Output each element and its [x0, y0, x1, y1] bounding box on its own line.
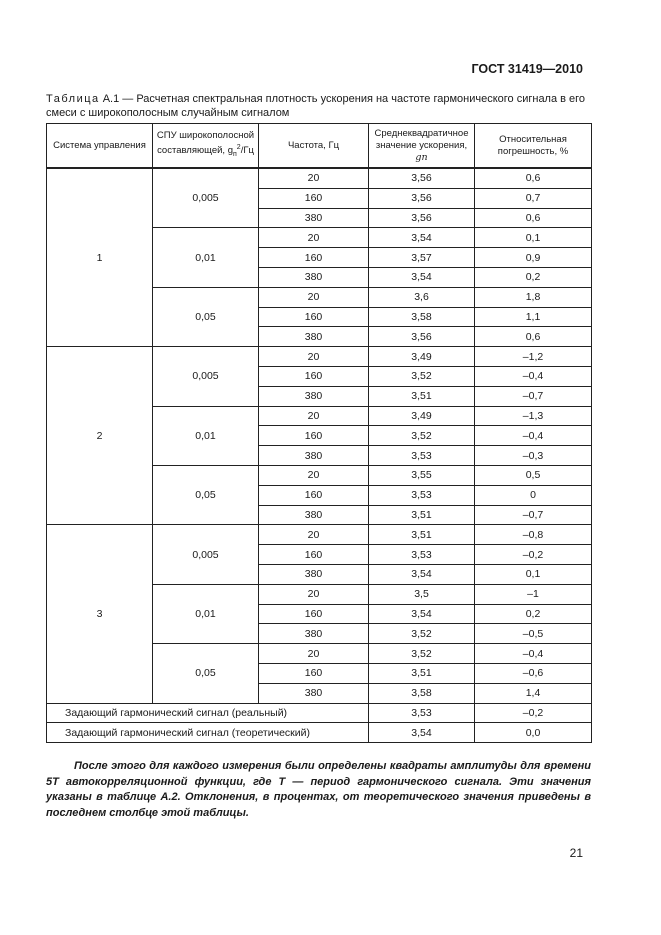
rms-cell: 3,54: [369, 228, 475, 248]
error-cell: 1,4: [475, 683, 592, 703]
rms-cell: 3,51: [369, 663, 475, 683]
frequency-cell: 20: [259, 584, 369, 604]
frequency-cell: 160: [259, 366, 369, 386]
summary-error: 0,0: [475, 723, 592, 743]
frequency-cell: 160: [259, 604, 369, 624]
frequency-cell: 380: [259, 683, 369, 703]
table-row: [47, 168, 592, 188]
frequency-cell: 380: [259, 267, 369, 287]
frequency-cell: 380: [259, 505, 369, 525]
error-cell: 0,6: [475, 208, 592, 228]
error-cell: 0,5: [475, 465, 592, 485]
header-rms: [369, 124, 475, 169]
error-cell: –0,6: [475, 663, 592, 683]
error-cell: –0,4: [475, 366, 592, 386]
frequency-cell: 20: [259, 644, 369, 664]
table-body: [47, 168, 592, 743]
rms-cell: 3,57: [369, 248, 475, 268]
error-cell: 0,6: [475, 168, 592, 188]
rms-cell: 3,54: [369, 564, 475, 584]
summary-label: Задающий гармонический сигнал (теоретический): [47, 723, 369, 743]
error-cell: 1,8: [475, 287, 592, 307]
header-spu-unit: /Гц: [240, 145, 254, 157]
frequency-cell: 160: [259, 663, 369, 683]
rms-cell: 3,53: [369, 485, 475, 505]
spu-cell: 0,05: [153, 644, 259, 703]
header-rms-text: Среднеквадратичное значение ускорения,: [374, 127, 469, 151]
table-row: [47, 347, 592, 367]
rms-cell: 3,58: [369, 307, 475, 327]
frequency-cell: 380: [259, 446, 369, 466]
frequency-cell: 380: [259, 386, 369, 406]
rms-cell: 3,51: [369, 505, 475, 525]
error-cell: –0,5: [475, 624, 592, 644]
frequency-cell: 20: [259, 525, 369, 545]
rms-cell: 3,56: [369, 168, 475, 188]
frequency-cell: 160: [259, 248, 369, 268]
header-frequency: Частота, Гц: [259, 124, 369, 169]
error-cell: –0,7: [475, 386, 592, 406]
spu-cell: 0,005: [153, 168, 259, 228]
frequency-cell: 160: [259, 545, 369, 565]
spu-cell: 0,005: [153, 347, 259, 406]
page-number: 21: [569, 846, 583, 860]
summary-rms: 3,54: [369, 723, 475, 743]
rms-cell: 3,52: [369, 366, 475, 386]
frequency-cell: 380: [259, 208, 369, 228]
error-cell: –1,3: [475, 406, 592, 426]
spu-cell: 0,01: [153, 406, 259, 465]
rms-cell: 3,58: [369, 683, 475, 703]
system-cell: 1: [47, 168, 153, 347]
header-spu: СПУ широкополосной составляющей, $g_п^2/Гц$: [153, 124, 259, 169]
table-caption-prefix: Таблица: [46, 93, 100, 105]
rms-cell: 3,52: [369, 624, 475, 644]
rms-cell: 3,51: [369, 386, 475, 406]
rms-cell: 3,52: [369, 426, 475, 446]
error-cell: 0,2: [475, 604, 592, 624]
explanation-paragraph: После этого для каждого измерения были определены квадраты амплитуды для времени 5T автокорреляционной функции, где T — период гармонического сигнала. Эти значения указаны в таблице А.2. Отклонения, в процентах, от теоретического значения приведены в последнем столбце этой таблицы.: [46, 760, 591, 819]
rms-cell: 3,5: [369, 584, 475, 604]
table-header-row: [47, 124, 592, 169]
rms-cell: 3,56: [369, 188, 475, 208]
frequency-cell: 20: [259, 465, 369, 485]
error-cell: –0,4: [475, 644, 592, 664]
error-cell: –0,7: [475, 505, 592, 525]
error-cell: 0,1: [475, 228, 592, 248]
system-cell: 3: [47, 525, 153, 703]
rms-cell: 3,6: [369, 287, 475, 307]
frequency-cell: 20: [259, 228, 369, 248]
frequency-cell: 380: [259, 564, 369, 584]
rms-cell: 3,54: [369, 267, 475, 287]
spu-cell: 0,01: [153, 584, 259, 643]
table-caption: [46, 92, 606, 120]
frequency-cell: 160: [259, 307, 369, 327]
rms-cell: 3,49: [369, 406, 475, 426]
rms-cell: 3,56: [369, 327, 475, 347]
error-cell: 0,2: [475, 267, 592, 287]
frequency-cell: 20: [259, 406, 369, 426]
rms-cell: 3,51: [369, 525, 475, 545]
results-table: [46, 123, 592, 743]
rms-cell: 3,54: [369, 604, 475, 624]
frequency-cell: 160: [259, 426, 369, 446]
table-row: [47, 525, 592, 545]
error-cell: 0,7: [475, 188, 592, 208]
frequency-cell: 380: [259, 624, 369, 644]
frequency-cell: 160: [259, 485, 369, 505]
error-cell: 1,1: [475, 307, 592, 327]
frequency-cell: 20: [259, 347, 369, 367]
table-caption-text: А.1 — Расчетная спектральная плотность ускорения на частоте гармонического сигнала в его смеси с широкополосным случайным сигналом: [46, 93, 586, 119]
error-cell: –0,4: [475, 426, 592, 446]
spu-cell: 0,05: [153, 465, 259, 524]
error-cell: –0,3: [475, 446, 592, 466]
summary-row: [47, 723, 592, 743]
error-cell: –0,8: [475, 525, 592, 545]
rms-cell: 3,49: [369, 347, 475, 367]
spu-cell: 0,01: [153, 228, 259, 287]
summary-row: [47, 703, 592, 723]
error-cell: 0,6: [475, 327, 592, 347]
rms-cell: 3,52: [369, 644, 475, 664]
frequency-cell: 380: [259, 327, 369, 347]
frequency-cell: 20: [259, 287, 369, 307]
rms-cell: 3,53: [369, 545, 475, 565]
error-cell: –1,2: [475, 347, 592, 367]
rms-cell: 3,55: [369, 465, 475, 485]
header-error: Относительная погрешность, %: [475, 124, 592, 169]
summary-label: Задающий гармонический сигнал (реальный): [47, 703, 369, 723]
system-cell: 2: [47, 347, 153, 525]
rms-cell: 3,56: [369, 208, 475, 228]
error-cell: 0,9: [475, 248, 592, 268]
frequency-cell: 160: [259, 188, 369, 208]
spu-cell: 0,005: [153, 525, 259, 584]
document-id: ГОСТ 31419—2010: [471, 62, 583, 76]
error-cell: –0,2: [475, 545, 592, 565]
error-cell: 0,1: [475, 564, 592, 584]
summary-error: –0,2: [475, 703, 592, 723]
spu-cell: 0,05: [153, 287, 259, 346]
summary-rms: 3,53: [369, 703, 475, 723]
header-rms-symbol: gп: [415, 151, 428, 163]
error-cell: –1: [475, 584, 592, 604]
header-spu-text: СПУ широкополосной составляющей, g: [156, 129, 255, 157]
frequency-cell: 20: [259, 168, 369, 188]
header-system: Система управления: [47, 124, 153, 169]
error-cell: 0: [475, 485, 592, 505]
rms-cell: 3,53: [369, 446, 475, 466]
